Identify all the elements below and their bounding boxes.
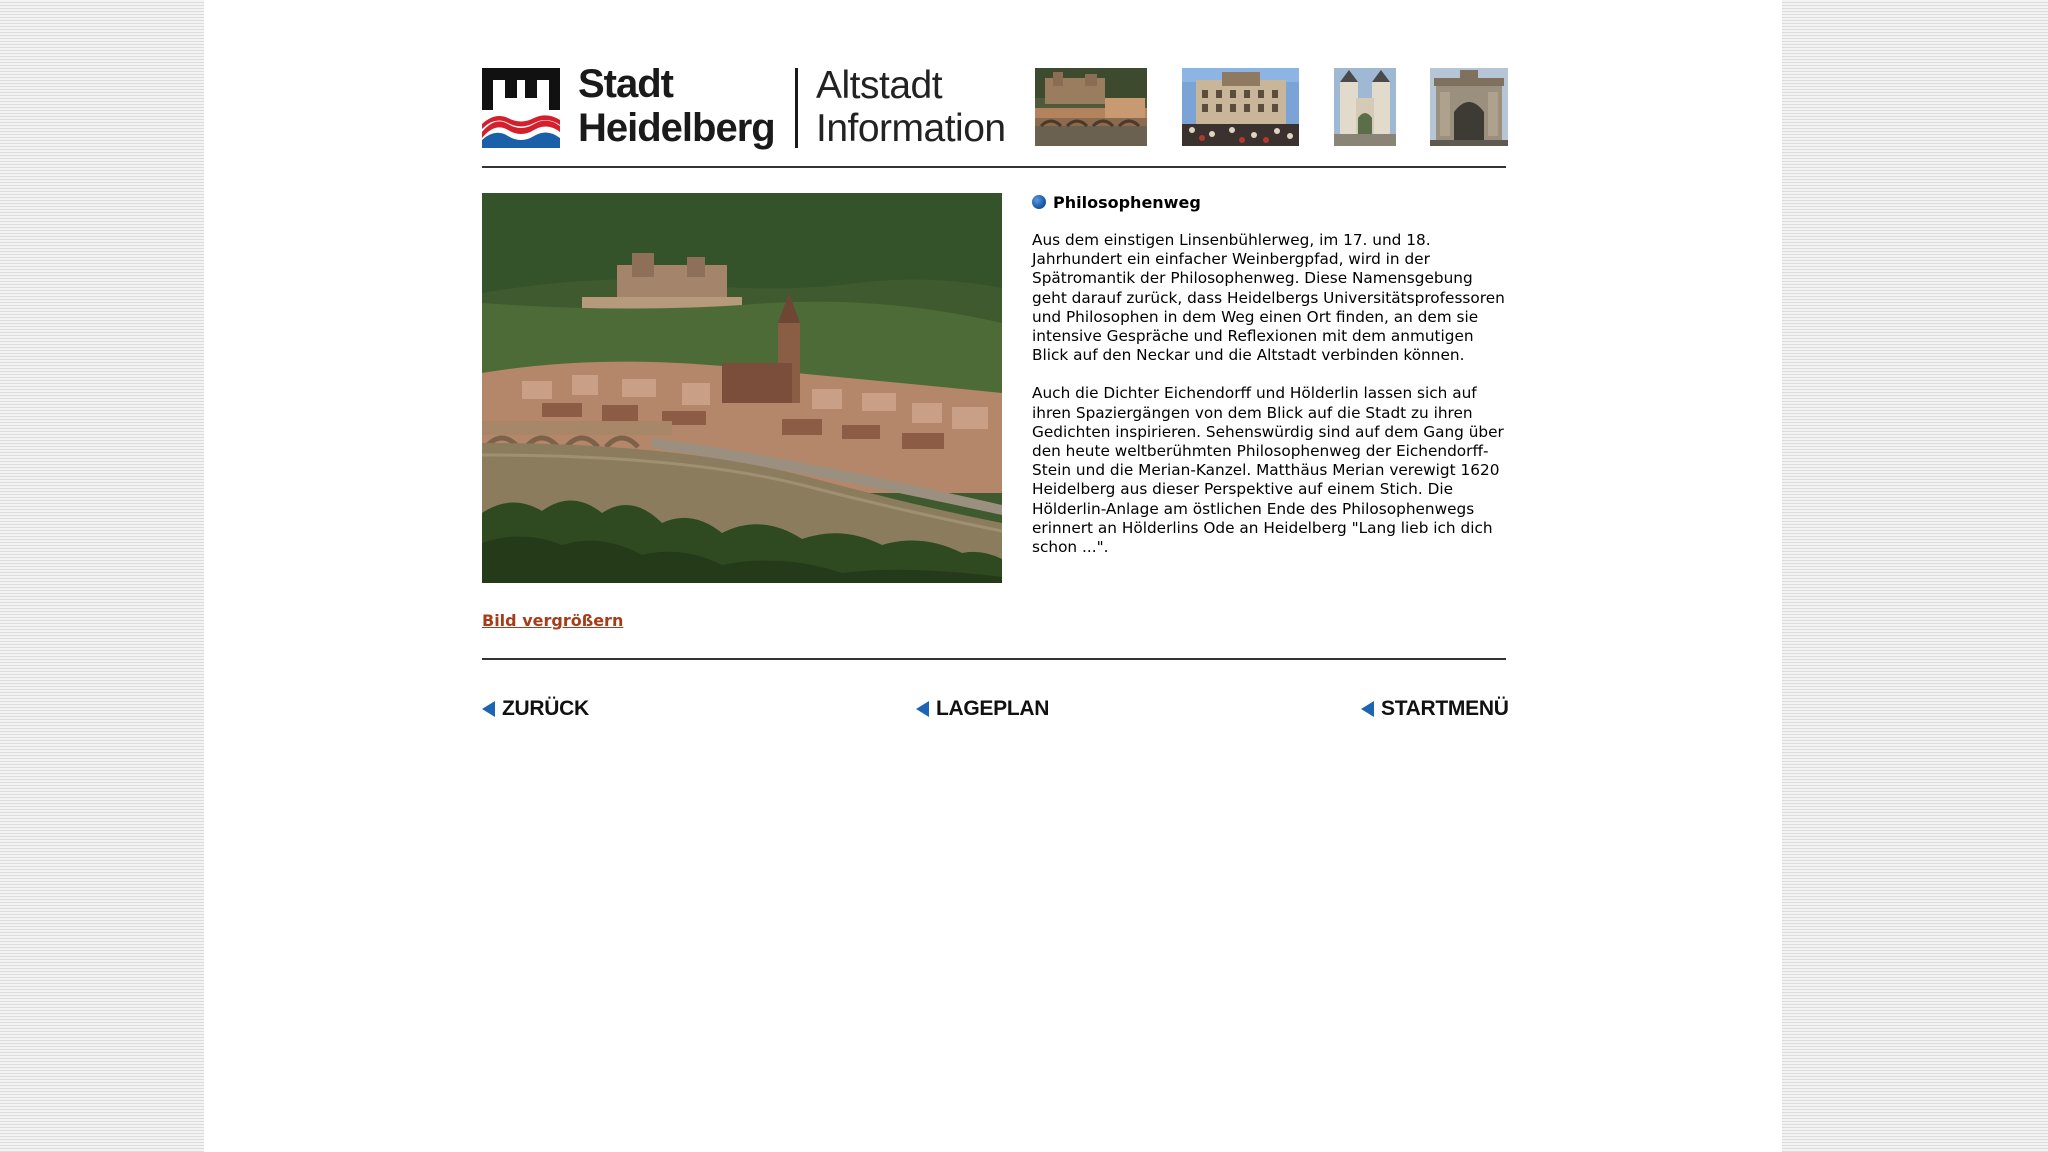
header-rule [482,166,1506,168]
page-panel [204,0,1782,1152]
bullet-icon [1032,195,1046,209]
article-paragraph-2: Auch die Dichter Eichendorff und Hölderlin lassen sich auf ihren Spaziergängen von dem Blick auf die Stadt zu ihren Gedichten inspirieren. Sehenswürdig sind auf dem Gang über den heute weltberühmten Philosophenweg der Eichendorff-Stein und die Merian-Kanzel. Matthäus Merian verewigt 1620 Heidelberg aus dieser Perspektive auf einem Stich. Die Hölderlin-Anlage am östlichen Ende des Philosophenwegs erinnert an Hölderlins Ode an Heidelberg "Lang lieb ich dich schon ...". [1032,384,1504,557]
footer-rule [482,658,1506,660]
philosophenweg-photo[interactable] [482,193,1002,583]
thumbnail-marketplace[interactable] [1182,68,1299,146]
left-arrow-icon [916,701,929,717]
map-button[interactable] [916,697,1049,721]
left-arrow-icon [1361,701,1374,717]
article-header [1032,193,1506,211]
article [1032,193,1506,557]
app-title [816,64,1006,150]
back-button[interactable] [482,697,589,721]
thumbnail-bridge-gate[interactable] [1334,68,1396,146]
header-divider [795,68,798,148]
thumbnail-arch-gate[interactable] [1430,68,1508,146]
logo-line-stadt: Stadt [578,62,673,106]
start-menu-button-label: STARTMENÜ [1381,697,1509,720]
heidelberg-logo-icon[interactable] [482,68,560,148]
site-header [482,62,1506,156]
left-arrow-icon [482,701,495,717]
back-button-label: ZURÜCK [502,697,589,720]
app-title-line1: Altstadt [816,64,943,107]
logo-wordmark[interactable] [578,62,775,150]
app-title-line2: Information [816,107,1006,150]
map-button-label: LAGEPLAN [936,697,1050,720]
article-title: Philosophenweg [1053,192,1201,212]
thumbnail-castle-bridge[interactable] [1035,68,1147,146]
article-paragraph-1: Aus dem einstigen Linsenbühlerweg, im 17. und 18. Jahrhundert ein einfacher Weinbergpfad, wird in der Spätromantik der Philosophenweg. Diese Namensgebung geht darauf zurück, dass Heidelbergs Universitätsprofessoren und Philosophen in dem Weg einen Ort finden, an dem sie intensive Gespräche und Reflexionen mit dem anmutigen Blick auf den Neckar und die Altstadt verbinden können. [1032,231,1505,365]
enlarge-image-link[interactable]: Bild vergrößern [482,611,624,630]
logo-line-heidelberg: Heidelberg [578,106,775,150]
start-menu-button[interactable] [1361,697,1509,721]
